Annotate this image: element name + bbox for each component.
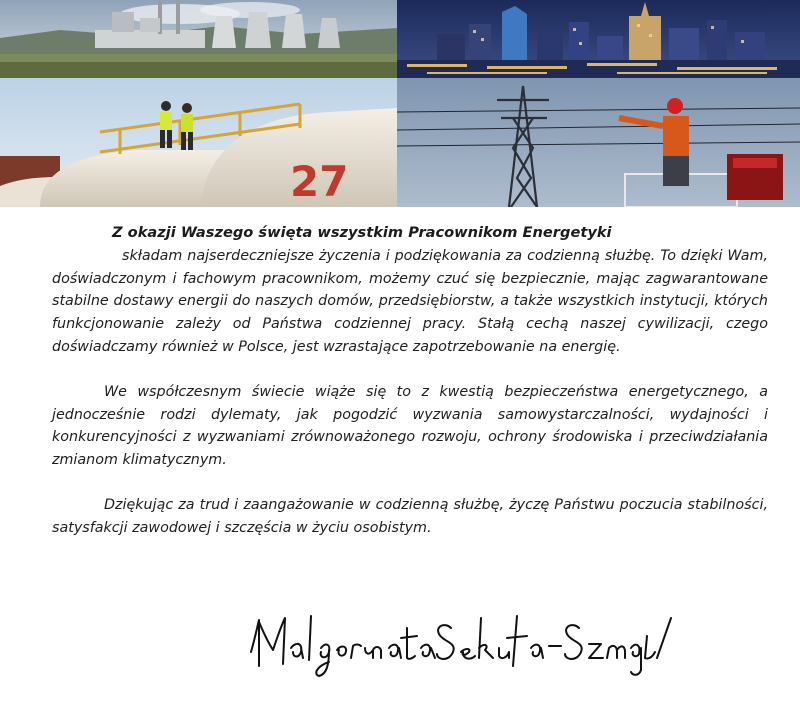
tank-number: 27 (290, 157, 349, 206)
header-photo-collage (0, 0, 800, 207)
power-line-worker-photo (397, 78, 800, 207)
letter-body (52, 222, 768, 540)
letter-paragraph-2: We współczesnym świecie wiąże się to z kwestią bezpieczeństwa energetycznego, a jednocześnie rodzi dylematy, jak pogodzić wyzwania samowystarczalności, wydajności i konkurencyjności z wyzwaniami zrównoważonego rozwoju, ochrony środowiska i przeciwdziałania zmianom klimatycznym. (52, 383, 768, 469)
power-plant-photo (0, 0, 397, 78)
greeting-line: Z okazji Waszego święta wszystkim Pracownikom Energetyki (112, 224, 612, 241)
letter-paragraph-1: składam najserdeczniejsze życzenia i podziękowania za codzienną służbę. To dzięki Wam, doświadczonym i fachowym pracownikom, możemy czuć się bezpiecznie, mając zagwarantowane stabilne dostawy energii do naszych domów, przedsiębiorstw, a także wszystkich instytucji, których funkcjonowanie zależy od Państwa codziennej pracy. Stałą cechą naszej cywilizacji, czego doświadczamy również w Polsce, jest wzrastające zapotrzebowanie na energię. (52, 247, 768, 355)
city-skyline-night-photo (397, 0, 800, 78)
fuel-tanks-workers-photo (0, 78, 397, 207)
letter-paragraph-3: Dziękując za trud i zaangażowanie w codzienną służbę, życzę Państwu poczucia stabilności, satysfakcji zawodowej i szczęścia w życiu osobistym. (52, 496, 768, 536)
handwritten-signature (245, 608, 675, 680)
